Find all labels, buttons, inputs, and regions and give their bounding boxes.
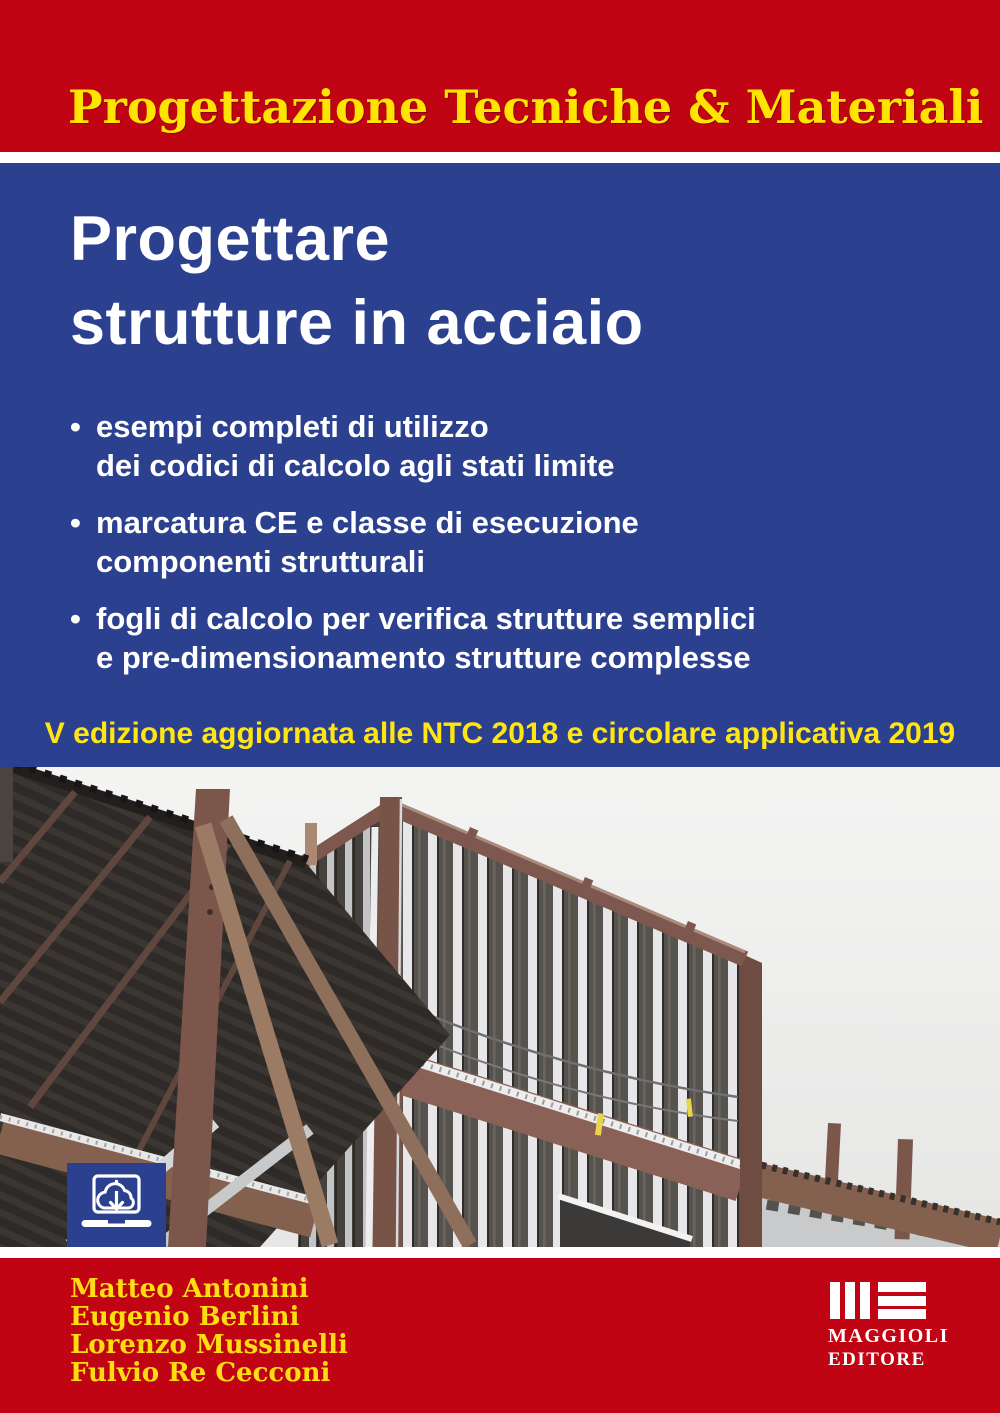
download-badge xyxy=(67,1163,166,1247)
book-title xyxy=(70,197,960,365)
bullet-text-line2: e pre-dimensionamento strutture complesse xyxy=(96,640,751,675)
laptop-cloud-download-icon xyxy=(67,1163,166,1247)
bullet-icon: • xyxy=(70,505,81,540)
divider-stripe-top xyxy=(0,152,1000,163)
edition-note: V edizione aggiornata alle NTC 2018 e circolare applicativa 2019 xyxy=(44,717,956,750)
bullet-text-line1: esempi completi di utilizzo xyxy=(96,409,489,444)
footer-band xyxy=(0,1258,1000,1413)
bullet-text-line2: dei codici di calcolo agli stati limite xyxy=(96,448,615,483)
book-title-line1: Progettare xyxy=(70,204,391,274)
bullet-icon: • xyxy=(70,409,81,444)
bullet-item xyxy=(70,599,960,677)
author-name: Fulvio Re Cecconi xyxy=(70,1358,331,1388)
book-title-line2: strutture in acciaio xyxy=(70,288,644,358)
publisher-name-line2: EDITORE xyxy=(828,1349,926,1370)
bullet-text-line2: componenti strutturali xyxy=(96,544,425,579)
author-name: Matteo Antonini xyxy=(70,1274,309,1304)
bullet-item xyxy=(70,503,960,581)
series-band xyxy=(0,0,1000,152)
bullet-item xyxy=(70,407,960,485)
publisher-logo xyxy=(828,1282,949,1371)
bullet-icon: • xyxy=(70,601,81,636)
author-list xyxy=(70,1275,348,1387)
title-panel xyxy=(0,163,1000,767)
cover-photo xyxy=(0,767,1000,1247)
series-title: Progettazione Tecniche & Materiali xyxy=(68,80,984,134)
divider-stripe-bottom xyxy=(0,1247,1000,1258)
publisher-name-line1: MAGGIOLI xyxy=(828,1325,949,1347)
bullet-text-line1: marcatura CE e classe di esecuzione xyxy=(96,505,639,540)
feature-list xyxy=(70,407,960,677)
author-name: Eugenio Berlini xyxy=(70,1302,300,1332)
maggioli-me-icon xyxy=(830,1282,928,1319)
author-name: Lorenzo Mussinelli xyxy=(70,1330,348,1360)
bullet-text-line1: fogli di calcolo per verifica strutture semplici xyxy=(96,601,756,636)
